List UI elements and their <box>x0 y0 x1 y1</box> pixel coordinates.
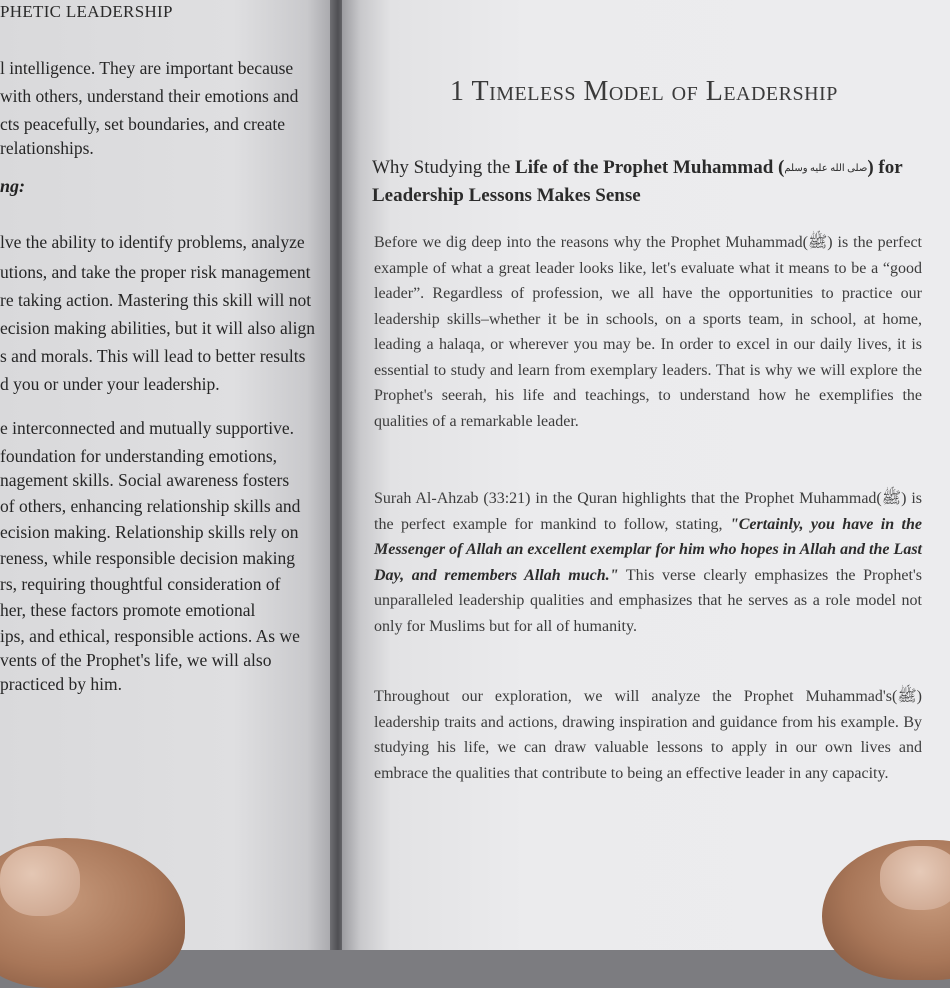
text-line: utions, and take the proper risk management <box>0 262 311 282</box>
left-book-page <box>0 0 334 950</box>
text-line: reness, while responsible decision making <box>0 548 296 568</box>
text-line: rs, requiring thoughtful consideration of <box>0 574 281 594</box>
quran-quote: "Certainly, you have in the Messenger of Allah an excellent exemplar for him who hopes in Allah and the Last Day, and remembers Allah much." <box>374 515 923 584</box>
left-section-heading: ng: <box>0 176 26 196</box>
text-line: re taking action. Mastering this skill will not <box>0 290 312 310</box>
text-line: d you or under your leadership. <box>0 374 220 394</box>
right-thumbnail-nail <box>880 846 950 910</box>
paragraph-exploration: Throughout our exploration, we will analyze the Prophet Muhammad's(ﷺ) leadership traits and actions, drawing inspiration and guidance from his example. By studying his life, we can draw valuable lessons to apply in our own lives and embrace the qualities that contribute to being an effective leader in any capacity. <box>374 688 922 782</box>
section-heading-main: Life of the Prophet Muhammad ( <box>515 157 785 178</box>
text-line: nagement skills. Social awareness fosters <box>0 470 290 490</box>
text-line: l intelligence. They are important because <box>0 58 294 78</box>
section-heading-end: ) for Leadership Lessons Makes Sense <box>372 157 903 206</box>
running-head: PHETIC LEADERSHIP <box>0 2 173 21</box>
paragraph-intro: Before we dig deep into the reasons why the Prophet Muhammad(ﷺ) is the perfect example of what a great leader looks like, let's evaluate what it means to be a “good leader”. Regardless of profession, we all have the opportunities to practice our leadership skills–whether it be in schools, on a sports team, in school, at home, leading a halaqa, or wherever you may be. In order to excel in our daily lives, it is essential to study and learn from exemplary leaders. That is why we will explore the Prophet's seerah, his life and teachings, to understand how he exemplifies the qualities of a remarkable leader. <box>374 234 923 430</box>
text-line: cts peacefully, set boundaries, and create <box>0 114 286 134</box>
text-line: ips, and ethical, responsible actions. As we <box>0 626 300 646</box>
section-heading <box>372 154 932 209</box>
text-line: practiced by him. <box>0 674 122 694</box>
text-line: her, these factors promote emotional <box>0 600 256 620</box>
paragraph-quran <box>374 486 922 639</box>
paragraph-quran-end: This verse clearly emphasizes the Prophet's unparalleled leadership qualities and emphasizes that he serves as a role model not only for Muslims but for all of humanity. <box>374 566 922 635</box>
left-thumbnail-nail <box>0 846 80 916</box>
text-line: of others, enhancing relationship skills and <box>0 496 301 516</box>
right-book-page <box>342 0 950 950</box>
text-line: ecision making. Relationship skills rely on <box>0 522 299 542</box>
text-line: relationships. <box>0 138 94 158</box>
text-line: vents of the Prophet's life, we will also <box>0 650 272 670</box>
paragraph-quran-start: Surah Al-Ahzab (33:21) in the Quran highlights that the Prophet Muhammad(ﷺ) is the perfect example for mankind to follow, stating, <box>374 490 923 533</box>
pbuh-glyph: صلى الله عليه وسلم <box>784 163 868 174</box>
text-line: with others, understand their emotions and <box>0 86 299 106</box>
text-line: s and morals. This will lead to better results <box>0 346 306 366</box>
chapter-title: 1 Timeless Model of Leadership <box>450 76 838 107</box>
text-line: e interconnected and mutually supportive. <box>0 418 295 438</box>
text-line: ecision making abilities, but it will also align <box>0 318 315 338</box>
text-line: lve the ability to identify problems, analyze <box>0 232 305 252</box>
text-line: foundation for understanding emotions, <box>0 446 278 466</box>
section-heading-lead: Why Studying the <box>372 157 516 178</box>
